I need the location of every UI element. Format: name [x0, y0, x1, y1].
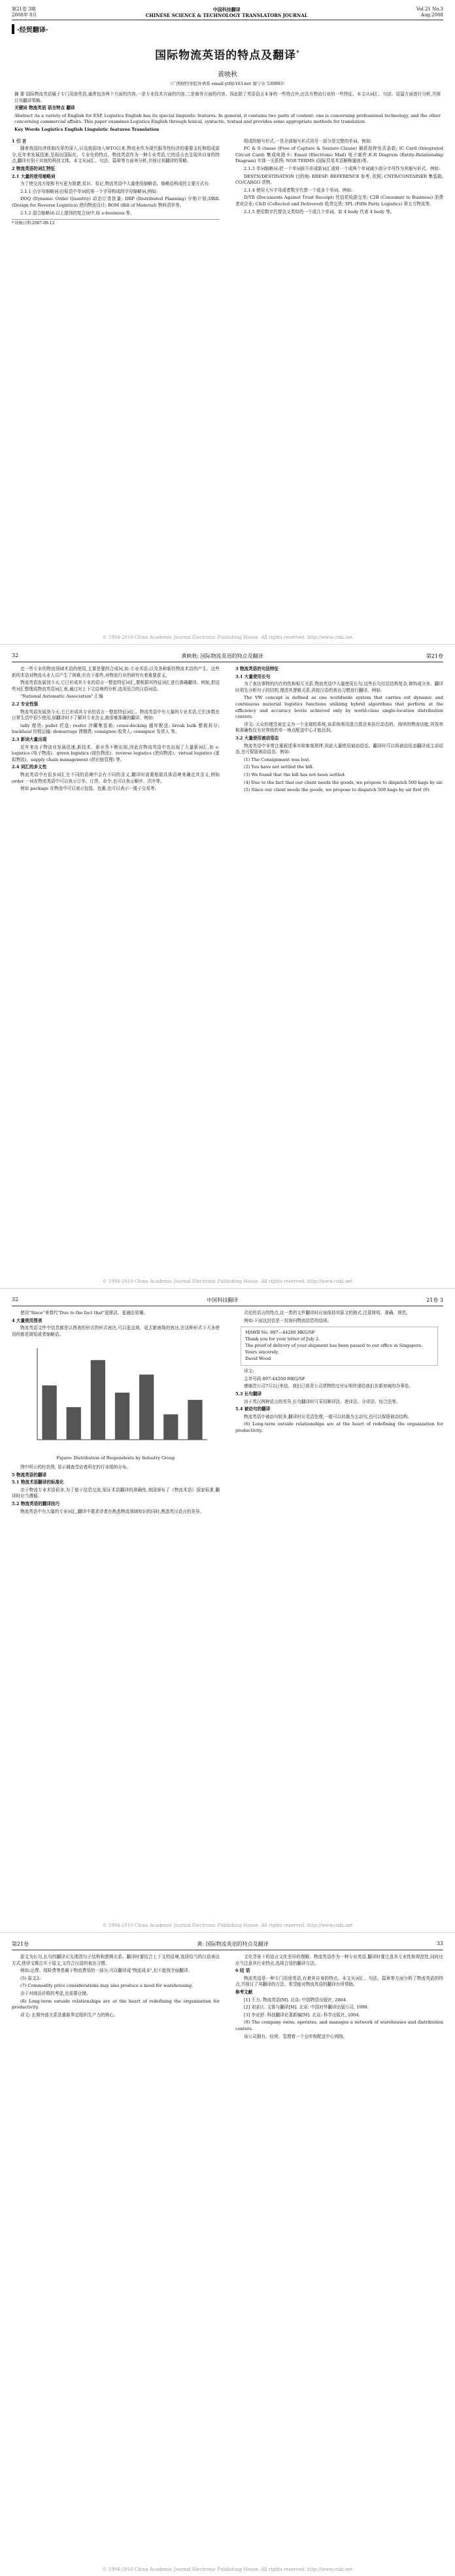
chart-bar [115, 1393, 129, 1440]
page-header [12, 1295, 443, 1306]
body-paragraph: 也一些专业的物流领域术语的使用,主要是要的合成词,如:专业术语;以及各种新的物流术语的产生。这些新的术语对物流从业人员产生了困难,但在于那些,对物流行业的研究有着重要意义。 [12, 666, 220, 678]
body-paragraph: 2.1.5 使用数字代替含义类似的一个或几个单词。如 4 body 代表 4 body 等。 [244, 209, 395, 214]
section-heading: 6 结 语 [235, 1968, 250, 1974]
copyright-footer: © 1994-2010 China Academic Journal Electronic Publishing House. All rights reserved. http://www.cnki.net [102, 2567, 353, 2572]
body-paragraph: FC & S clause (Free of Capture & Seizure Clause) 捕获扣押免责条款; IC Card (Integrated Circuit Card) 集成电路卡; Email (Electronic Mail) 电子邮件;E-R Diagram (Entity-Relationship Diagram) 实体一关系图; NOR TERMS (国际贸易术语解释通则)等。 [235, 146, 443, 164]
body-paragraph: The VW concept is defined as one worldwide system that carries out dynamic and continuous material logistics functions utilizing hybrid algorithms that perform at the efficiency and accuracy levels achieved only by world-class single-location distribution centers. [235, 695, 443, 720]
body-paragraph: 物流英语中非常注重叙述事实和客观规律,因此大量使用被动语态。翻译时可以将被动语态翻译成主动语态,也可保留被动语态。例如: [235, 743, 443, 755]
body-paragraph: 2.1.1 由字母缩略词:由短语中单词的第一个字母构成的字母缩略词,例如: [20, 188, 158, 194]
body-paragraph: 式化的语言的特点,这一类的文件翻译时应该保持其原文的格式,注意简明、准确、规范。 [244, 1310, 411, 1315]
letter-line: Thank you for your letter of July 2. [245, 1336, 320, 1342]
keywords-en: Key Words Logistics English Linguistic features Translation [14, 126, 160, 132]
section-heading: 5.3 长句翻译 [235, 1391, 262, 1397]
page-1 [0, 0, 455, 644]
body-paragraph: [1] 王力. 物流英语[M]. 北京: 中国物资出版社, 2004. [244, 1997, 348, 2003]
body-paragraph: (8) Long-term outside relationships are at the heart of redefining the organization for productivity. [12, 1998, 220, 2010]
body-paragraph: [3] 李亚舒. 科技翻译论著新编[M]. 北京: 科学出版社, 2004. [244, 2012, 360, 2018]
section-heading: 1 引 言 [12, 138, 27, 144]
body-paragraph: 使用"Since"来替代"Due to the fact that"更简洁、更通俗易懂。 [20, 1310, 148, 1315]
section-heading: 2.2 专业性强 [12, 701, 39, 707]
body-paragraph: 物流英语文件中信息都是以图表的形式的形式表达,可以更直观、更去繁就简的表达,在这种形式下大多使用的都是简短或者缩略语。 [12, 1325, 220, 1337]
article-title: 国际物流英语的特点及翻译* [155, 49, 300, 62]
copyright-footer: © 1994-2010 China Academic Journal Electronic Publishing House. All rights reserved. http://www.cnki.net [102, 1279, 353, 1284]
running-title: 黄映秋: 国际物流英语的特点及翻译 [181, 653, 263, 659]
body-paragraph: (7) Commodity price considerations may also produce a need for warehousing. [20, 1983, 194, 1989]
keywords-cn: 关键词 物流英语 语言特点 翻译 [14, 105, 75, 111]
body-paragraph: 例如:运费、保险费等是属于物流费用的一部分,可以翻译成"物流成本",但不能按字面翻译。 [20, 1968, 193, 1974]
body-paragraph: 物流英语发展到今天,它已形成其专业的语言一整套特征词汇。物流英语中有大量的专业术语,它们多数在日常生活中很少使用,如翻译时不了解其专业含义,就很难准确的翻译。例如: [12, 709, 220, 721]
page-header [12, 1939, 443, 1950]
left-column [12, 139, 220, 227]
section-heading: 3.1 大量使用长句 [235, 673, 271, 679]
footnote: * 收稿日期:2007-09-12 [12, 219, 220, 226]
sample-letter [241, 1327, 438, 1366]
chart-bar [91, 1361, 105, 1440]
section-heading: 2.3 新词大量出现 [12, 736, 47, 742]
body-paragraph: 物流英语是一种专门用途英语,有着其自身的特点。本文从词汇、句法、篇章等方面分析了物流英语的特点,并探讨了其翻译的方法。希望能对物流英语的翻译有所帮助。 [235, 1975, 443, 1988]
chart-bar [188, 1400, 202, 1440]
body-paragraph: 译文: [244, 1368, 254, 1374]
body-paragraph: 图中所示的柱状图, 显示调查受访者所在的行业组的分布。 [20, 1464, 131, 1470]
section-heading: 4 大量使用图表 [12, 1317, 42, 1323]
section-heading: 参考文献 [235, 1989, 253, 1995]
body-paragraph: 译文: 大众的理念被定义为一个全球的系统,该系统利用混合算法来执行动态的、持续的物流功能,其效率和准确性仅有世界级的单一地点配送中心才能达到。 [235, 721, 443, 734]
volume-label: 第21卷 3期 [12, 7, 36, 12]
date-label: 2008年 8月 [12, 12, 37, 18]
journal-name: 中国科技翻译 [207, 1297, 239, 1303]
page-4 [0, 1932, 455, 2576]
section-heading: 2.1 大量的使用缩略词 [12, 173, 56, 179]
body-paragraph: DOQ (Dynamic Order Quantity) 动态订货批量; DRP (Distributed Planning) 分销计划;DRIL (Design for Reverse Logistics) 逆向物流设计; BOM (Bill of Material) 物料清单等。 [12, 196, 220, 208]
section-heading: 3 物流英语的句法特征 [235, 666, 279, 671]
page-number: 32 [12, 1296, 19, 1302]
volume-label: 第21卷 [426, 653, 443, 659]
letter-line: Yours sincerely, [245, 1349, 279, 1355]
page-header [12, 7, 443, 20]
body-paragraph: (2) You have not settled the bill. [244, 764, 314, 770]
left-column [12, 1954, 220, 2041]
body-paragraph: (3) We found that the bill has not been settled. [244, 771, 346, 777]
chart-bar [163, 1415, 178, 1440]
body-paragraph: 原文为长句,长句的翻译应先理清句子结构和逻辑关系。翻译时要结合上下文的语境,选择恰当的汉语表达方式,使译文既忠实于原文,又符合汉语的表达习惯。 [12, 1954, 220, 1966]
body-paragraph: [2] 刘宓庆. 文体与翻译[M]. 北京: 中国对外翻译出版公司, 1998. [244, 2005, 369, 2010]
page-3 [0, 1288, 455, 1932]
section-heading: 5.2 物流英语的翻译技巧 [12, 1500, 60, 1506]
left-column [12, 666, 220, 795]
body-paragraph: (5) 原文2: [20, 1975, 41, 1981]
body-paragraph: 物流英语中有很多词汇在不同的语境中会有不同的含义,翻译时需要根据具体语境来确定其含义,例如 order 一词在物流英语中可以表示订单、订货、命令,也可以表示顺序、次序等。 [12, 771, 220, 784]
section-heading: 2.4 词汇的多义性 [12, 764, 47, 770]
figure-caption: Figure: Distribution of Respondents by Industry Group [56, 1455, 175, 1461]
volume-label-en: Vol.21 No.3 [416, 7, 443, 12]
body-paragraph: 由于对商品价格的考虑,也需要仓储。 [20, 1990, 91, 1996]
body-paragraph: "National Automatic Association" 汇编 [20, 694, 103, 700]
body-paragraph: (9) The company owns, operates, and manages a network of warehouses and distribution centers. [235, 2020, 443, 2031]
abstract-en: Abstract As a variety of English for ESP, Logistics English has its special linguistic features. In general, it contains two parts of content: one is concerning professional technology, and the other concerning commercial affairs. This paper examines Logistics English through lexical, syntactic, textual and provides some appropriate methods for translation. [14, 112, 441, 125]
chart-bar [67, 1408, 81, 1440]
body-paragraph: 物流英语中被动句较多,翻译时应灵活处理,一般可以转换为主动句,也可以保留被动结构。 [244, 1414, 412, 1419]
section-label: ·经贸翻译· [12, 24, 443, 34]
body-paragraph: 2.1.2 混合缩略词:以上提到的复合词中,如 e-business 等。 [20, 210, 135, 216]
body-paragraph: DESTN/DESTINATION 目的地; RRESP: REFERENCE 参考, 依照; CNTR/CONTAINER 集装箱; CO/CARGO 货物。 [235, 173, 443, 186]
body-paragraph: 该公司拥有、经营、管理着一个仓库和配送中心网络。 [244, 2033, 348, 2039]
right-column [235, 1310, 443, 1516]
author-name: 黄映秋 [218, 71, 237, 78]
section-heading: 5 物流英语的翻译 [12, 1472, 47, 1478]
industry-bar-chart [18, 1342, 214, 1453]
date-label-en: Aug.2008 [420, 12, 443, 18]
page-number: 33 [436, 1940, 443, 1946]
body-paragraph: 例如:下面这封信是一封询问物流信息的信函。 [244, 1317, 332, 1323]
body-paragraph: D/TR (Documents Against Trust Receipt) 凭信托收据交单; C2B (Consumer to Business) 消费者对企业; C&D (Collected and Delivered) 收货交货; 3PL (Fifth Party Logistics) 第五方物流等。 [235, 195, 443, 207]
page-number: 32 [12, 652, 19, 658]
section-heading: 5.4 被动句的翻译 [235, 1406, 271, 1412]
body-paragraph: 由于英汉两种语言的差异,长句翻译时可采用顺译法、逆译法、分译法、综合法等。 [244, 1398, 401, 1404]
body-paragraph: 主单号码 897-44200 HKG/SF [244, 1376, 305, 1381]
letter-line: David Wood [245, 1356, 271, 1362]
body-paragraph: 物流英语发展到今天,它已形成其专业的语言一整套特征词汇,要根据其特征词汇进行准确翻译。例如,把这些词汇整理成物流英语词汇表,通过对上下文语境的分析,选用适合的汉语词语。 [12, 680, 220, 692]
letter-line: The proof of delivery of your shipment has been passed to our office in Singapore. [245, 1343, 423, 1349]
body-paragraph: 物流英语中有大量的专业词汇,翻译中要求译者在熟悉物流领域知识的同时,熟悉英汉语言的差异。 [20, 1508, 205, 1514]
body-paragraph: 由于物流专业术语很多,为了便于信息交流,保证术语翻译的准确性,我国颁布了《物流术语》国家标准,翻译时应当遵循。 [12, 1487, 220, 1499]
running-title: 黄: 国际物流英语的特点及翻译 [197, 1941, 269, 1947]
right-column [235, 1954, 443, 2041]
page-header [12, 651, 443, 662]
letter-line: MAWB No. 897—44200 HKG/SF [245, 1330, 315, 1336]
page-2 [0, 644, 455, 1288]
body-paragraph: 文化背景下的语言文化差异的理解。物流英语作为一种专业英语,翻译时要注意其专业性和规范性,同时还应当注意其行业特点,选择合适的翻译方法。 [235, 1954, 443, 1966]
section-heading: 5.1 物流术语翻译的标准化 [12, 1480, 64, 1485]
body-paragraph: (4) Due to the fact that our client needs the goods, we propose to dispatch 500 bags by air. [244, 779, 443, 785]
journal-name: 中国科技翻译 [212, 7, 241, 12]
body-paragraph: (5) Since our client needs the goods, we propose to dispatch 500 bags by air first (9). [244, 787, 431, 793]
author-affiliation: （广西财经学院外语系 email:ytf@163.net 南宁市 530003） [167, 81, 288, 86]
body-paragraph: 为了使交流方便和书写更为简捷,易识、易记,物流英语中大量使用缩略语。缩略语构成的主要方式有: [20, 181, 210, 187]
right-column [235, 666, 443, 795]
chart-bar [42, 1385, 56, 1440]
section-heading: 2 物流英语的词汇特征 [12, 165, 56, 171]
body-paragraph: 组成的缩写形式,一是全部缩写形式再另一部分是完整的单词。例如: [244, 138, 372, 144]
journal-name-en: CHINESE SCIENCE & TECHNOLOGY TRANSLATORS JOURNAL [145, 12, 308, 18]
body-paragraph: (6) Long-term outside relationships are at the heart of redefining the organization for productivity. [235, 1421, 443, 1433]
body-paragraph: 近年来由于物流业发展迅速,新技术、新业务不断出现,因此在物流英语中也出现了大量新词汇,如 e-logistics (电子物流)、green logistics (绿色物流)、reverse logistics (逆向物流)、virtual logistics (虚拟物流)、supply chain management (供应链管理) 等。 [12, 744, 220, 762]
body-paragraph: (1) The Consignment was lost. [244, 756, 311, 762]
left-column [12, 1310, 220, 1516]
volume-label: 21卷 3 [426, 1297, 443, 1303]
copyright-footer: © 1994-2010 China Academic Journal Electronic Publishing House. All rights reserved. http://www.cnki.net [102, 1923, 353, 1928]
body-paragraph: 2.1.3 单词缩略词:把一个单词拆开形成新词汇或将一个或两个单词减少部分字母作为其缩写形式。例如: [244, 165, 441, 171]
body-paragraph: 译文: 长期外部关系是重新界定组织生产力的核心。 [20, 2012, 118, 2018]
volume-label: 第21卷 [12, 1941, 29, 1947]
body-paragraph: 2.1.4 使用大写字母或者数字代替一个或多个单词。例如: [244, 187, 353, 193]
body-paragraph: 感谢贵公司7月2日来信。我们已将贵公司货物的交付证明传递给我们在新加坡的办事处。 [244, 1383, 413, 1389]
chart-bar [139, 1375, 154, 1440]
abstract-cn: 摘 要 国际物流英语属于专门用途英语,通常包含两个方面的内容,一是专业技术方面的内容,二是商务方面的内容。因此除了英语语言本身的一些特点外,还具有物流行业的一些特征。本文从词汇、句法、语篇方面进行分析,并探讨其翻译策略。 [14, 92, 441, 103]
body-paragraph: 随着我国经济体制改革的深入,以及我国加入WTO以来,物流业作为现代服务性经济的重要支柱和组成部分,近年来发展迅速,呈现出国际化、专业化的特点。物流英语作为一种专业英语,它的语言也呈现其自身的特点,翻译有别于其他的科技文体。本文从词汇、句法、篇章等方面来分析,并探讨其翻译的策略。 [12, 146, 220, 164]
right-column [235, 139, 443, 227]
body-paragraph: tally 理货; pallet 托盘; reefer 冷藏集装箱; cross-docking 越库配送; break bulk 整箱拆分; backhaul 回程运输; demurrage 滞期费; consignee 收货人; consignor 发货人 等。 [12, 722, 220, 735]
section-heading: 3.2 大量使用被动语态 [235, 735, 279, 741]
copyright-footer: © 1994-2010 China Academic Journal Electronic Publishing House. All rights reserved. http://www.cnki.net [102, 635, 353, 640]
body-paragraph: 为了表达事物的内在的性和相互关系,物流英语中大量使用长句,这些长句往往结构复杂,修饰成分多。翻译时须先分析句子的结构,理清其逻辑关系,再按汉语的表达习惯进行翻译。例如: [235, 681, 443, 693]
body-paragraph: 例如 package 在物流中可以表示包装、包裹,也可以表示一揽子交易等。 [20, 786, 160, 792]
